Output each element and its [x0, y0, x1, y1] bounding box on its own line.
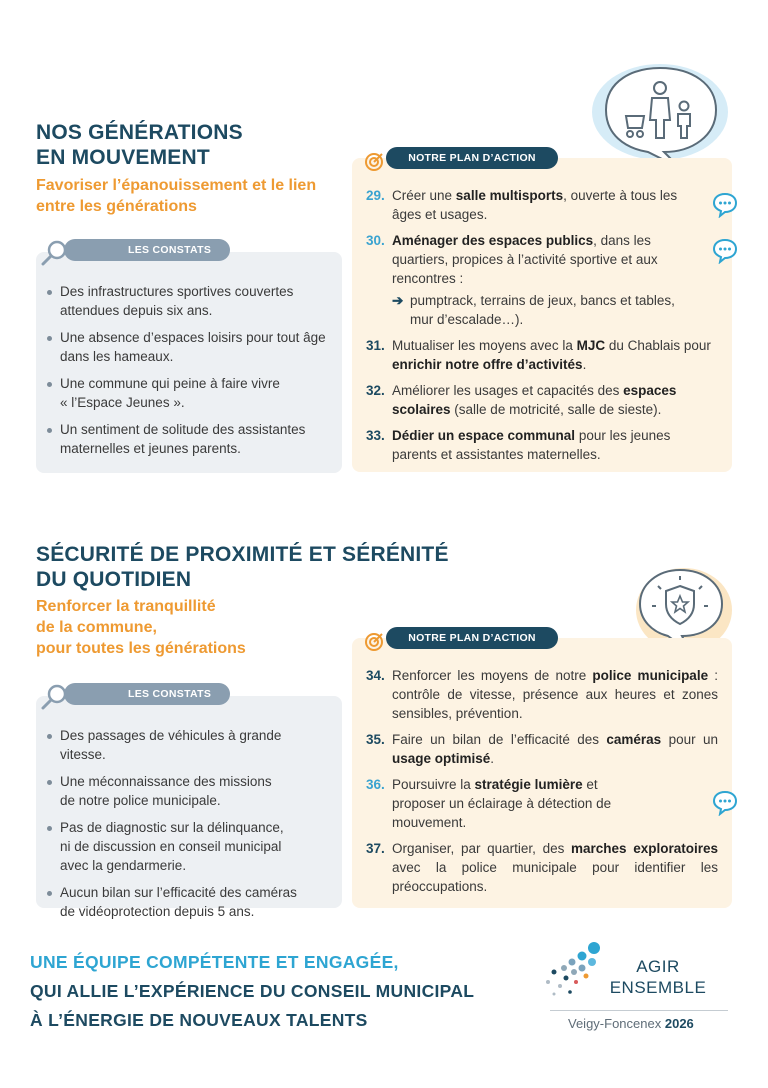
agir-ensemble-logo	[540, 938, 740, 1038]
section-title: SÉCURITÉ DE PROXIMITÉ ET SÉRÉNITÉ DU QUOTIDIEN	[36, 543, 449, 591]
list-item: 33. Dédier un espace communal pour les jeunes parents et assistantes maternelles.	[366, 428, 671, 462]
plan-panel	[352, 152, 732, 472]
footer-slogan: UNE ÉQUIPE COMPÉTENTE ET ENGAGÉE, QUI ALLIE L’EXPÉRIENCE DU CONSEIL MUNICIPAL À L’ÉNERGIE DE NOUVEAUX TALENTS	[30, 952, 475, 1030]
list-item: 35. Faire un bilan de l’efficacité des caméras pour un usage optimisé.	[366, 732, 718, 766]
list-item: 34. Renforcer les moyens de notre police municipale : contrôle de vitesse, présence aux heures et zones sensibles, prévention.	[366, 668, 719, 721]
list-item: 37. Organiser, par quartier, des marches exploratoires avec la police municipale pour identifier les préoccupations.	[366, 841, 719, 894]
section-generations	[0, 0, 768, 520]
plan-list	[352, 638, 732, 896]
section-securite	[0, 520, 768, 920]
logo-name: AGIR ENSEMBLE	[609, 957, 707, 997]
magnifier-icon	[40, 238, 70, 268]
section-subtitle: Favoriser l’épanouissement et le lien entre les générations	[36, 177, 317, 215]
list-item: 29. Créer une salle multisports, ouverte à tous les âges et usages.	[366, 188, 678, 222]
sub-item: ➔ pumptrack, terrains de jeux, bancs et tables, mur d’escalade…).	[392, 293, 675, 327]
list-item: Aucun bilan sur l’efficacité des caméras de vidéoprotection depuis 5 ans.	[60, 883, 328, 921]
list-item: Des infrastructures sportives couvertes attendues depuis six ans.	[60, 282, 328, 320]
chat-bubble-icon	[712, 238, 738, 264]
constats-list	[36, 696, 342, 921]
list-item: 30. Aménager des espaces publics, dans les quartiers, propices à l’activité sportive et aux rencontres : ➔ pumptrack, terrains de jeux, bancs et tables, mur d’escalade…).	[392, 231, 718, 329]
target-icon	[364, 632, 384, 652]
plan-list	[352, 158, 732, 464]
constats-label: LES CONSTATS	[64, 683, 230, 705]
chat-bubble-icon	[712, 192, 738, 218]
list-item: Une absence d’espaces loisirs pour tout âge dans les hameaux.	[60, 328, 328, 366]
section-title: NOS GÉNÉRATIONS EN MOUVEMENT	[36, 121, 243, 169]
section-subtitle: Renforcer la tranquillité de la commune, pour toutes les générations	[36, 598, 246, 657]
plan-label: NOTRE PLAN D’ACTION	[386, 627, 558, 649]
magnifier-icon	[40, 682, 70, 712]
divider	[550, 1010, 728, 1011]
list-item: Une commune qui peine à faire vivre « l’Espace Jeunes ».	[60, 374, 328, 412]
list-item: 31. Mutualiser les moyens avec la MJC du Chablais pour enrichir notre offre d’activités.	[366, 338, 711, 372]
constats-panel	[36, 688, 342, 919]
list-item: Pas de diagnostic sur la délinquance, ni de discussion en conseil municipal avec la gendarmerie.	[60, 818, 328, 875]
logo-subtitle: Veigy-Foncenex 2026	[568, 1016, 694, 1031]
list-item: 36. Poursuivre la stratégie lumière et proposer un éclairage à détection de mouvement.	[366, 777, 612, 830]
constats-list	[36, 252, 342, 458]
list-item: Une méconnaissance des missions de notre police municipale.	[60, 772, 328, 810]
list-item: Des passages de véhicules à grande vitesse.	[60, 726, 328, 764]
target-icon	[364, 152, 384, 172]
plan-label: NOTRE PLAN D’ACTION	[386, 147, 558, 169]
plan-panel	[352, 632, 732, 908]
list-item: 32. Améliorer les usages et capacités des espaces scolaires (salle de motricité, salle de sieste).	[366, 383, 677, 417]
list-item: Un sentiment de solitude des assistantes maternelles et jeunes parents.	[60, 420, 328, 458]
constats-panel	[36, 244, 342, 473]
constats-label: LES CONSTATS	[64, 239, 230, 261]
chat-bubble-icon	[712, 790, 738, 816]
